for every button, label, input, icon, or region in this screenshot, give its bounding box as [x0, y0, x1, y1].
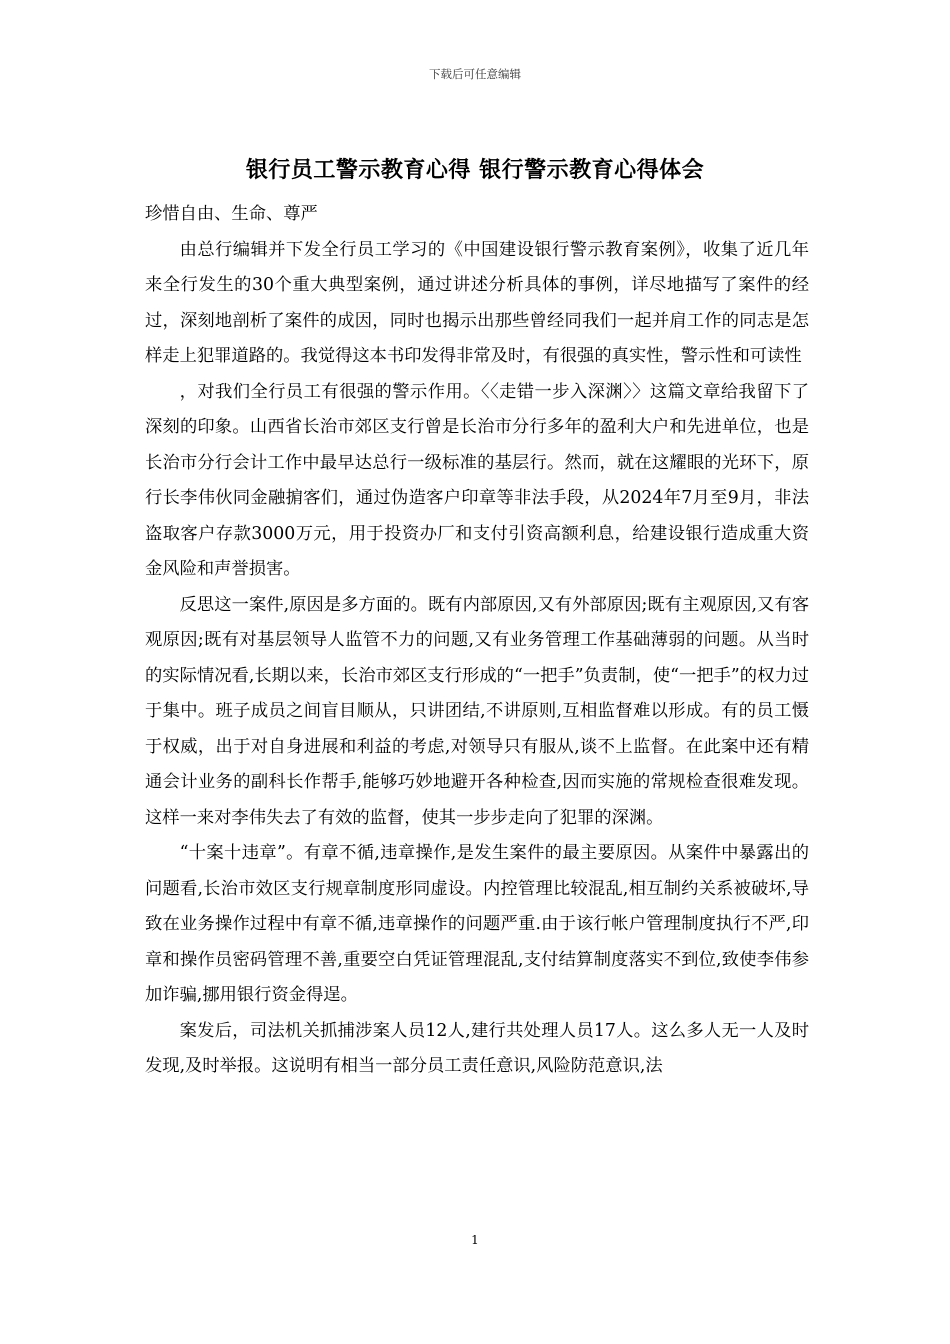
paragraph: 由总行编辑并下发全行员工学习的《中国建设银行警示教育案例》，收集了近几年来全行发生的30个重大典型案例，通过讲述分析具体的事例，详尽地描写了案件的经过，深刻地剖析了案件的成因，同时也揭示出那些曾经同我们一起并肩工作的同志是怎样走上犯罪道路的。我觉得这本书印发得非常及时，有很强的真实性，警示性和可读性 — [145, 239, 809, 366]
page-number: 1 — [471, 1233, 479, 1247]
paragraph: 案发后，司法机关抓捕涉案人员12人,建行共处理人员17人。这么多人无一人及时发现,及时举报。这说明有相当一部分员工责任意识,风险防范意识,法 — [145, 1020, 809, 1076]
paragraph: “十案十违章”。有章不循,违章操作,是发生案件的最主要原因。从案件中暴露出的问题看,长治市效区支行规章制度形同虚设。内控管理比较混乱,相互制约关系被破坏,导致在业务操作过程中有章不循,违章操作的问题严重.由于该行帐户管理制度执行不严,印章和操作员密码管理不善,重要空白凭证管理混乱,支付结算制度落实不到位,致使李伟参加诈骗,挪用银行资金得逞。 — [145, 843, 809, 1005]
header-note: 下载后可任意编辑 — [429, 67, 521, 81]
paragraph: 反思这一案件,原因是多方面的。既有内部原因,又有外部原因;既有主观原因,又有客观原因;既有对基层领导人监管不力的问题,又有业务管理工作基础薄弱的问题。从当时的实际情况看,长期以来，长治市郊区支行形成的“一把手”负责制，使“一把手”的权力过于集中。班子成员之间盲目顺从，只讲团结,不讲原则,互相监督难以形成。有的员工慑于权威，出于对自身进展和利益的考虑,对领导只有服从,谈不上监督。在此案中还有精通会计业务的副科长作帮手,能够巧妙地避开各种检查,因而实施的常规检查很难发现。这样一来对李伟失去了有效的监督，使其一步步走向了犯罪的深渊。 — [145, 594, 809, 828]
document-body — [145, 197, 809, 1085]
paragraph-subtitle: 珍惜自由、生命、尊严 — [145, 204, 318, 224]
document-title: 银行员工警示教育心得 银行警示教育心得体会 — [245, 157, 705, 183]
paragraph: ，对我们全行员工有很强的警示作用。〈〈走错一步入深渊〉〉这篇文章给我留下了深刻的印象。山西省长治市郊区支行曾是长治市分行多年的盈利大户和先进单位，也是长治市分行会计工作中最早达总行一级标准的基层行。然而，就在这耀眼的光环下，原行长李伟伙同金融掮客们，通过伪造客户印章等非法手段，从2024年7月至9月，非法盗取客户存款3000万元，用于投资办厂和支付引资高额利息，给建设银行造成重大资金风险和声誉损害。 — [145, 381, 809, 579]
